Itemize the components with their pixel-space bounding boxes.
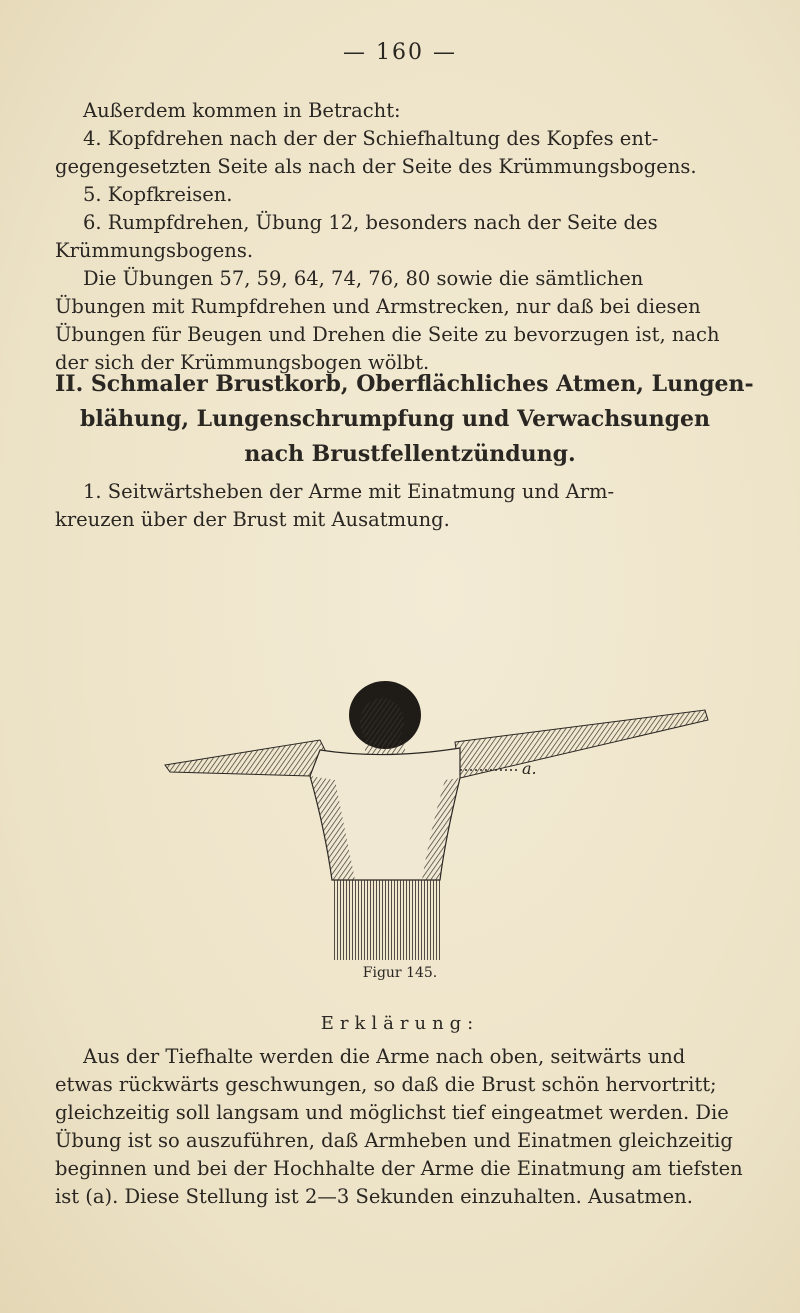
text-line: Die Übungen 57, 59, 64, 74, 76, 80 sowie die sämtlichen	[83, 267, 644, 290]
text-line: 5. Kopfkreisen.	[83, 183, 233, 206]
text-line: gegengesetzten Seite als nach der Seite des Krümmungsbogens.	[55, 155, 697, 178]
text-line: Übungen für Beugen und Drehen die Seite zu bevorzugen ist, nach	[55, 323, 720, 346]
explanation-title: Erklärung:	[320, 1013, 480, 1034]
torso-arms-drawing	[160, 680, 720, 960]
page-number: — 160 —	[343, 40, 457, 65]
text-line: Übungen mit Rumpfdrehen und Armstrecken, nur daß bei diesen	[55, 295, 701, 318]
figure-caption: Figur 145.	[362, 965, 438, 981]
text-line: Aus der Tiefhalte werden die Arme nach oben, seitwärts und	[83, 1045, 686, 1068]
text-line: 4. Kopfdrehen nach der der Schiefhaltung des Kopfes ent-	[83, 127, 659, 150]
text-line: Krümmungsbogens.	[55, 239, 254, 262]
text-line: gleichzeitig soll langsam und möglichst tief eingeatmet werden. Die	[55, 1101, 729, 1124]
figure-label: a.	[522, 759, 537, 778]
text-line: 1. Seitwärtsheben der Arme mit Einatmung und Arm-	[83, 480, 615, 503]
explanation-text	[55, 1043, 765, 1211]
text-line: beginnen und bei der Hochhalte der Arme die Einatmung am tiefsten	[55, 1157, 743, 1180]
text-line: 6. Rumpfdrehen, Übung 12, besonders nach der Seite des	[83, 211, 658, 234]
heading-line: II. Schmaler Brustkorb, Oberflächliches Atmen, Lungen-	[55, 371, 754, 397]
text-line: Übung ist so auszuführen, daß Armheben und Einatmen gleichzeitig	[55, 1129, 733, 1152]
text-line: der sich der Krümmungsbogen wölbt.	[55, 351, 430, 374]
text-line: ist (a). Diese Stellung ist 2—3 Sekunden einzuhalten. Ausatmen.	[55, 1185, 693, 1208]
section-heading	[55, 367, 765, 472]
heading-line: nach Brustfellentzündung.	[244, 441, 576, 467]
figure-illustration	[160, 680, 720, 960]
exercise-text	[55, 478, 765, 534]
text-line: etwas rückwärts geschwungen, so daß die Brust schön hervortritt;	[55, 1073, 717, 1096]
text-line: Außerdem kommen in Betracht:	[83, 99, 401, 122]
intro-text	[55, 97, 765, 377]
text-line: kreuzen über der Brust mit Ausatmung.	[55, 508, 450, 531]
heading-line: blähung, Lungenschrumpfung und Verwachsungen	[80, 406, 711, 432]
